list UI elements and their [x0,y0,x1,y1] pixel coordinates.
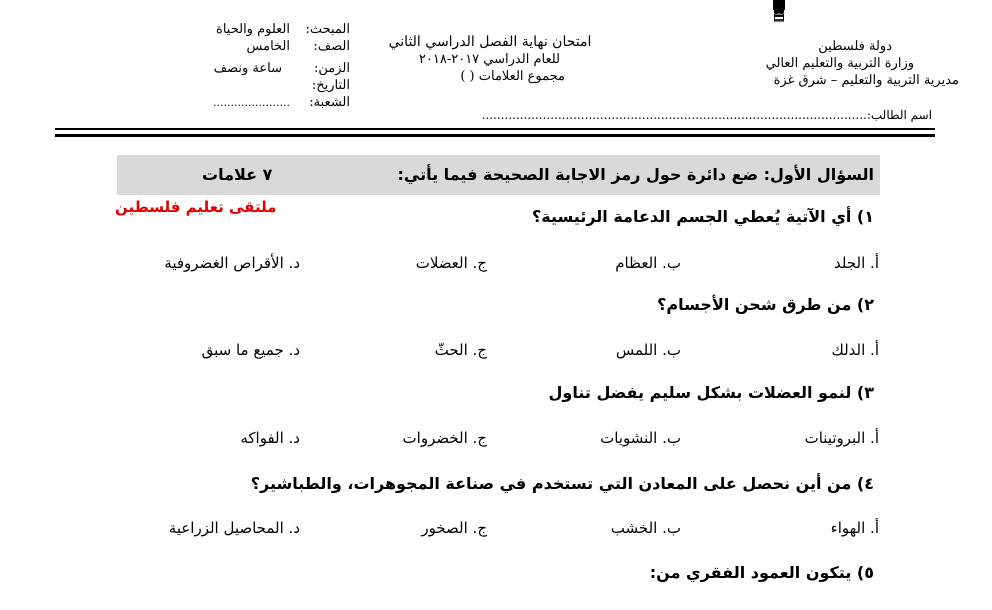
watermark-label: ملتقى تعليم فلسطين [115,198,277,216]
q2-option-d[interactable]: د. جميع ما سبق [201,341,300,359]
subject-row: المبحث: العلوم والحياة [216,22,350,37]
header-subject-info [150,22,350,112]
q3-option-b[interactable]: ب. النشويات [600,429,681,447]
header-authority [765,38,959,89]
exam-title: امتحان نهاية الفصل الدراسي الثاني [388,34,592,50]
q2-option-b[interactable]: ب. اللمس [615,341,681,359]
q1-option-c[interactable]: ج. العضلات [415,254,487,272]
q4-option-c[interactable]: ج. الصخور [421,519,487,537]
question-3: ٣) لنمو العضلات بشكل سليم يفضل تناول [548,383,874,402]
question-2: ٢) من طرق شحن الأجسام؟ [657,295,874,314]
palestine-emblem-icon [762,0,796,26]
student-name-line: اسم الطالب:..................................................................................................... [481,108,932,122]
section-header-bar [117,155,880,195]
q4-option-b[interactable]: ب. الخشب [610,519,681,537]
q1-option-d[interactable]: د. الأقراص الغضروفية [164,254,300,272]
header-ministry: وزارة التربية والتعليم العالي [765,56,914,71]
q3-option-a[interactable]: أ. البروتينات [804,429,879,447]
header-divider-thin [55,128,935,130]
q3-option-d[interactable]: د. الفواكه [240,429,300,447]
section-marks: ٧ علامات [202,165,273,184]
question-1: ١) أي الآتية يُعطي الجسم الدعامة الرئيسية؟ [531,207,874,226]
q2-option-c[interactable]: ج. الحثّ [434,341,487,359]
section-row: الشعبة: ...................... [213,95,350,110]
date-row: التاريخ: [311,78,350,93]
header-divider-thick [55,134,935,137]
grade-row: الصف: الخامس [246,39,350,54]
header-state: دولة فلسطين [818,39,892,54]
total-marks: مجموع العلامات ( ) [460,69,565,84]
question-5: ٥) يتكون العمود الفقري من: [649,563,874,582]
q1-option-a[interactable]: أ. الجلد [834,254,879,272]
exam-year: للعام الدراسي ٢٠١٧-٢٠١٨ [418,52,560,67]
section-title: السؤال الأول: ضع دائرة حول رمز الاجابة الصحيحة فيما يأتي: [397,165,874,184]
q4-option-d[interactable]: د. المحاصيل الزراعية [168,519,300,537]
time-row: الزمن: ساعة ونصف [213,61,350,76]
q4-option-a[interactable]: أ. الهواء [830,519,879,537]
header-exam-info [360,34,620,85]
q2-option-a[interactable]: أ. الدلك [831,341,879,359]
header-directorate: مديرية التربية والتعليم – شرق غزة [773,73,959,88]
q1-option-b[interactable]: ب. العظام [615,254,681,272]
q3-option-c[interactable]: ج. الخضروات [402,429,487,447]
question-4: ٤) من أين نحصل على المعادن التي تستخدم في صناعة المجوهرات، والطباشير؟ [250,474,874,493]
